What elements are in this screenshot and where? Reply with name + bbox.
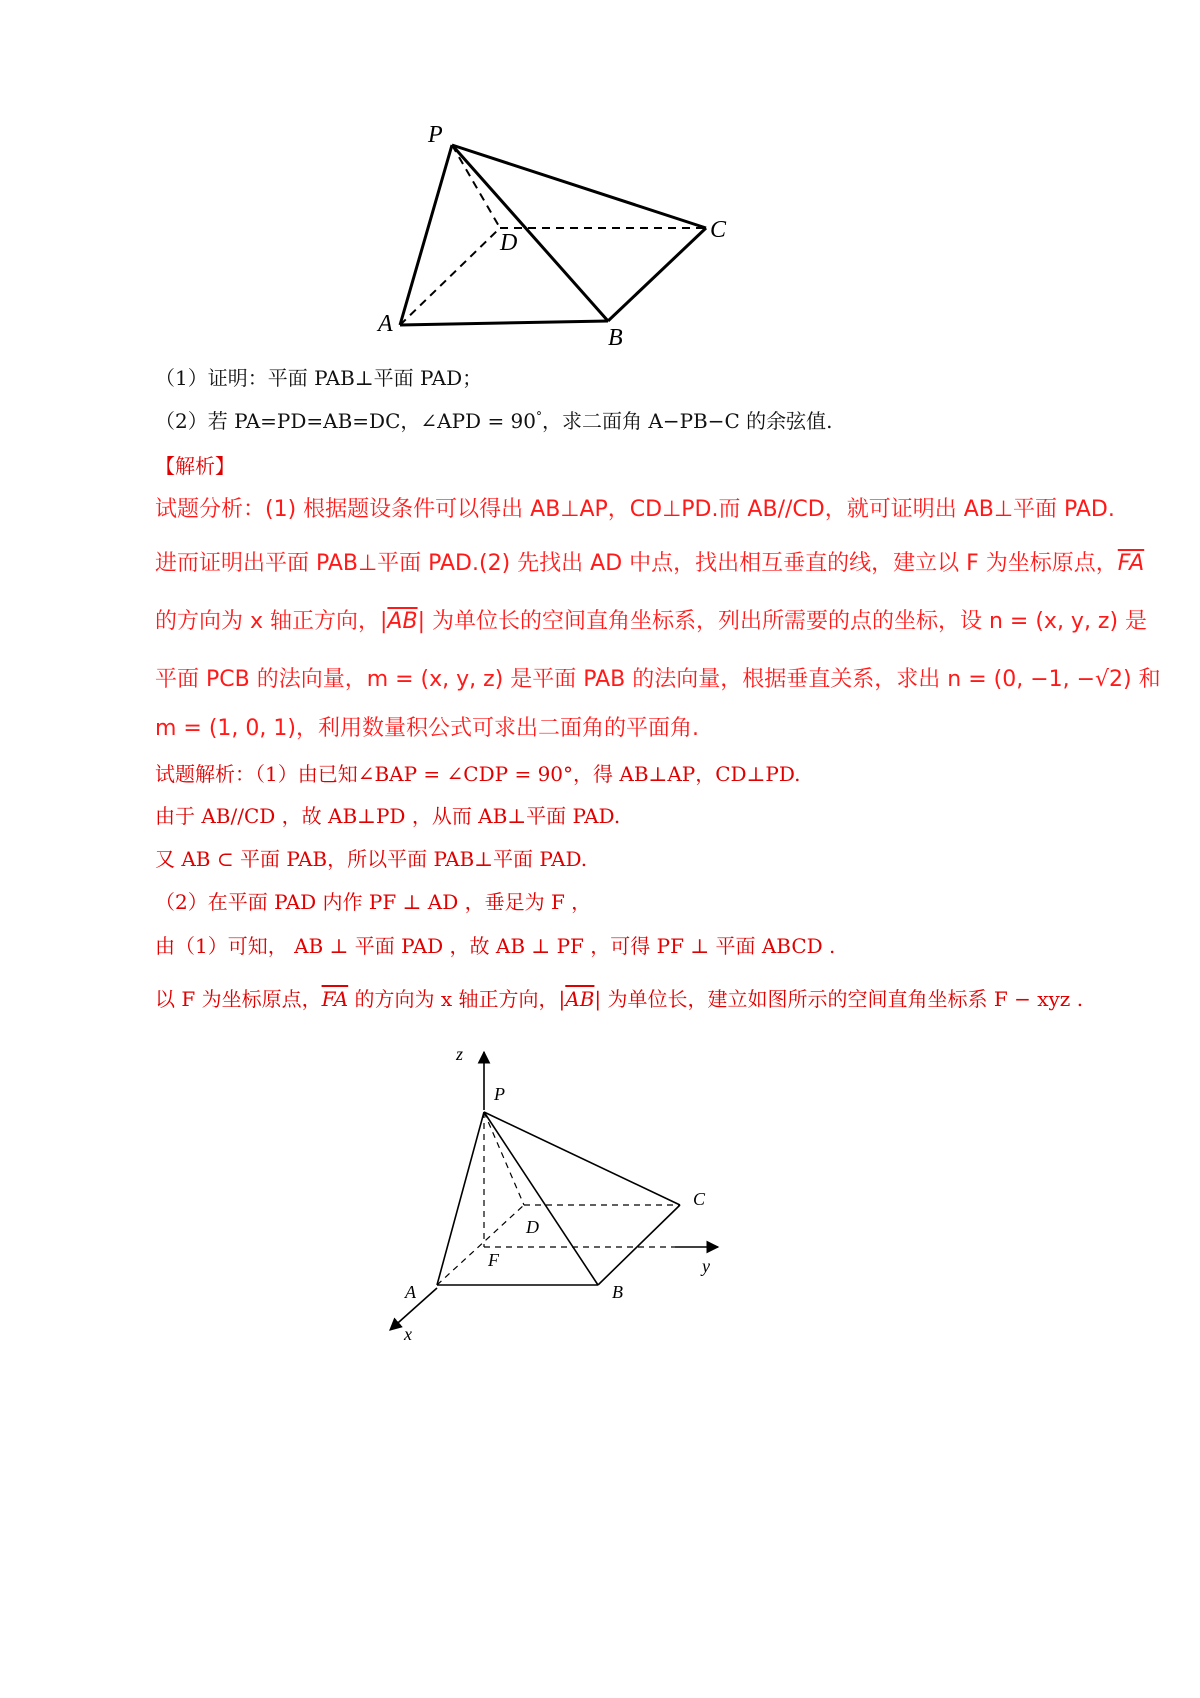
fig2-label-p: P [494,1084,505,1104]
fig2-label-d: D [526,1217,539,1237]
analysis-line-3-b: | 为单位长的空间直角坐标系，列出所需要的点的坐标，设 n = (x, y, z) 是 [417,609,1148,634]
vector-ab: $\overline{AB}$ [387,609,418,634]
fig2-label-x: x [404,1324,412,1344]
question-part-2-a: （2）若 PA=PD=AB=DC，∠APD = 90 [155,409,537,433]
fig2-label-c: C [693,1189,706,1209]
analysis-line-3 [155,604,1147,635]
fig1-label-d: D [500,230,518,256]
coordinate-figure-2 [0,1040,1200,1380]
solution-line-5: 由（1）可知， AB ⊥ 平面 PAD ，故 AB ⊥ PF ，可得 PF ⊥ 平面 ABCD . [155,934,836,958]
fig1-label-c: C [710,217,727,243]
fig2-label-b: B [612,1282,623,1302]
question-part-1: （1）证明：平面 PAB⊥平面 PAD； [155,366,483,390]
fig2-label-f: F [488,1250,499,1270]
fig2-label-a: A [405,1282,416,1302]
fig1-label-p: P [428,122,443,148]
analysis-line-3-a: 的方向为 x 轴正方向，| [155,609,388,634]
solution-vector-fa: $\overline{FA}$ [321,987,349,1011]
fig2-label-z: z [456,1044,464,1064]
solution-vector-ab: $\overline{AB}$ [565,987,595,1011]
analysis-line-4: 平面 PCB 的法向量，m = (x, y, z) 是平面 PAB 的法向量，根据垂直关系，求出 n = (0, −1, −√2) 和 [155,667,1161,692]
solution-line-6 [155,983,1083,1012]
question-part-2-b: ，求二面角 A−PB−C 的余弦值. [542,409,833,433]
vector-fa: $\overline{FA}$ [1117,551,1145,576]
analysis-line-2-text: 进而证明出平面 PAB⊥平面 PAD.(2) 先找出 AD 中点，找出相互垂直的线，建立以 F 为坐标原点， [155,551,1118,576]
solution-line-3: 又 AB ⊂ 平面 PAB，所以平面 PAB⊥平面 PAD. [155,847,588,871]
solution-line-1: 试题解析：（1）由已知∠BAP = ∠CDP = 90°，得 AB⊥AP，CD⊥PD. [155,762,801,786]
solution-line-6-a: 以 F 为坐标原点， [155,987,322,1011]
solution-line-6-c: | 为单位长，建立如图所示的空间直角坐标系 F − xyz . [594,987,1084,1011]
solution-line-4: （2）在平面 PAD 内作 PF ⊥ AD ，垂足为 F ， [155,890,592,914]
solution-line-6-b: 的方向为 x 轴正方向，| [348,987,566,1011]
analysis-line-2 [155,546,1144,577]
analysis-line-5: m = (1, 0, 1)，利用数量积公式可求出二面角的平面角. [155,716,699,741]
question-part-2 [155,405,833,434]
question-degree: ° [536,409,543,424]
analysis-line-1: 试题分析：(1) 根据题设条件可以得出 AB⊥AP，CD⊥PD.而 AB//CD，就可证明出 AB⊥平面 PAD. [155,497,1115,522]
section-title: 【解析】 [155,454,235,478]
fig1-label-a: A [378,311,393,337]
fig1-label-b: B [608,325,623,351]
solution-line-2: 由于 AB//CD ，故 AB⊥PD ，从而 AB⊥平面 PAD. [155,804,621,828]
fig2-label-y: y [702,1256,710,1276]
